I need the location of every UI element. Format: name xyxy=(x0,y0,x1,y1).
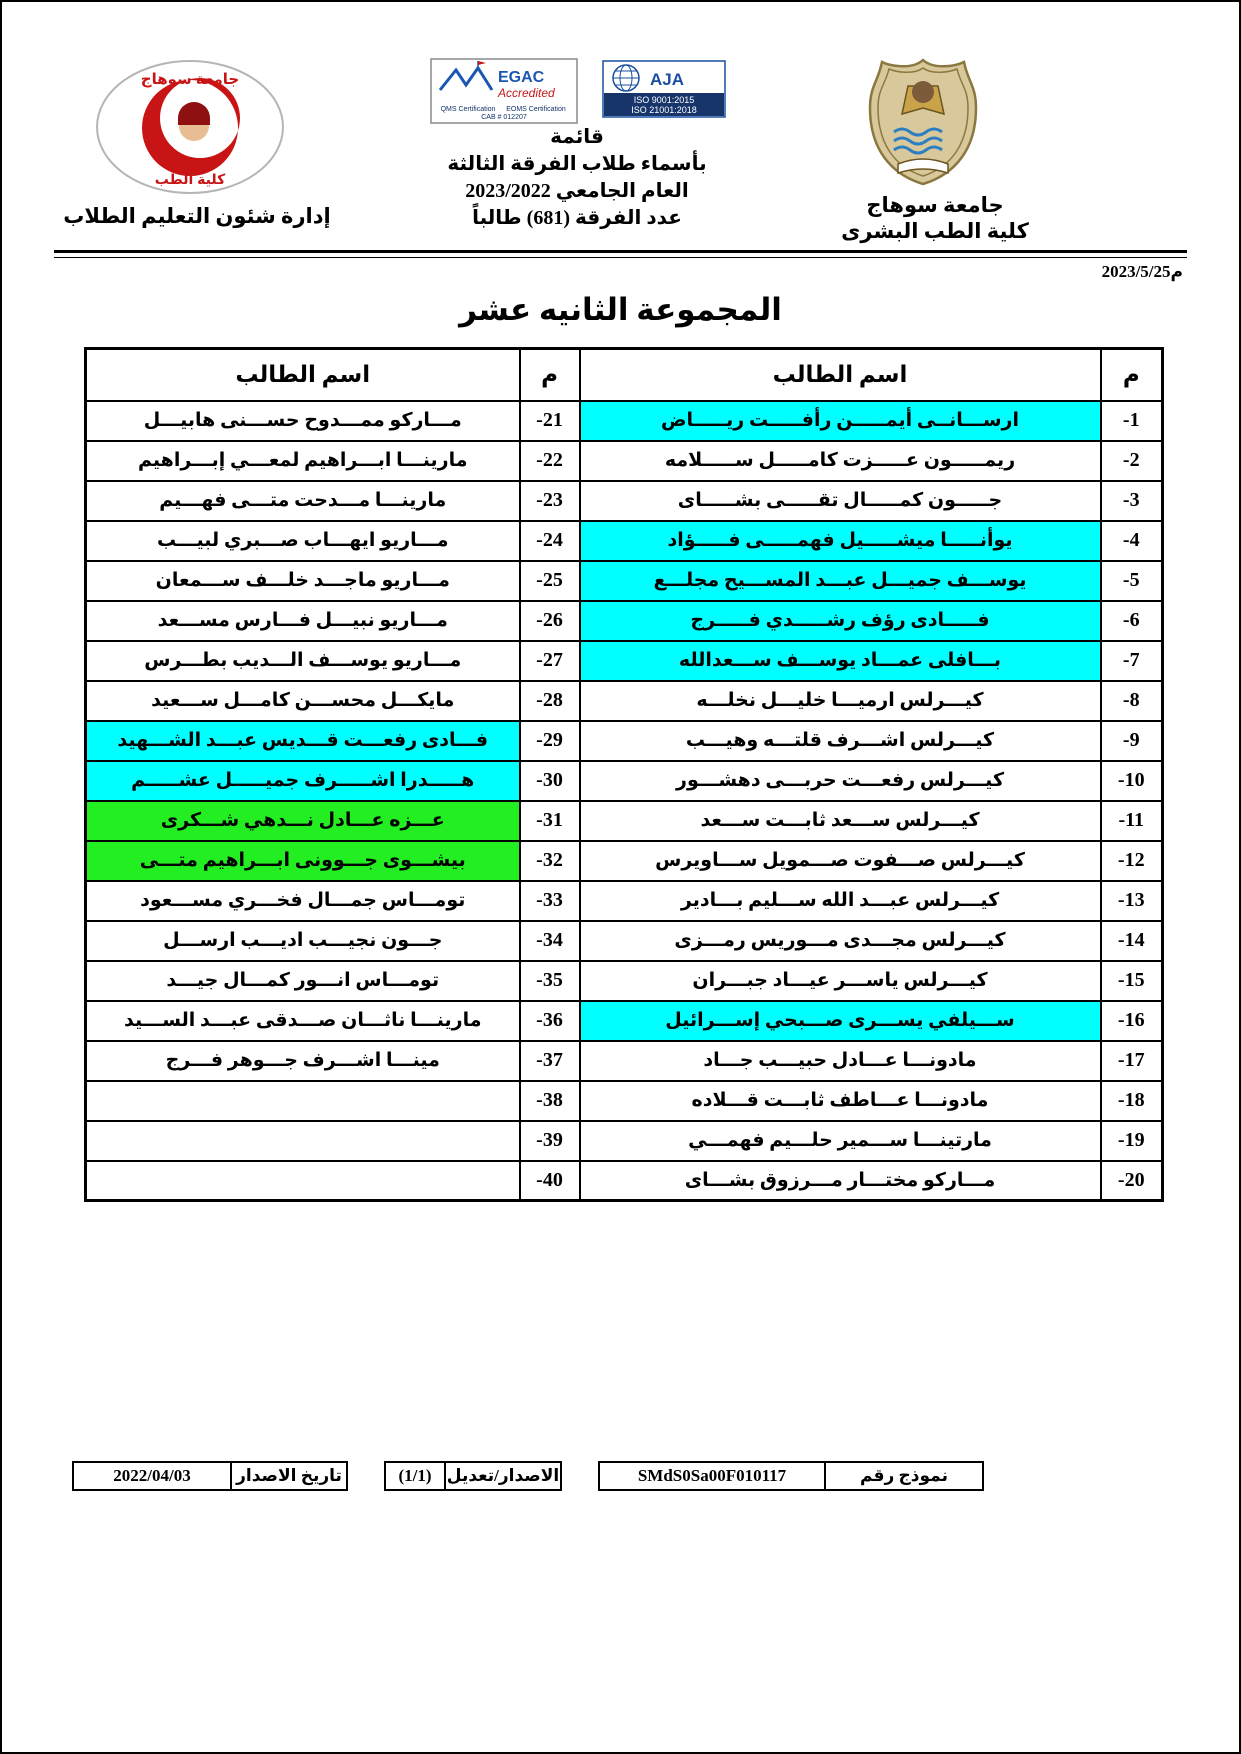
row-number-cell: 36- xyxy=(520,1001,580,1041)
column-header: اسم الطالب xyxy=(580,349,1101,401)
row-number-cell: 37- xyxy=(520,1041,580,1081)
row-number-cell: 14- xyxy=(1101,921,1163,961)
column-header: م xyxy=(1101,349,1163,401)
table-row xyxy=(86,1041,1163,1081)
table-row xyxy=(86,561,1163,601)
row-number-cell: 8- xyxy=(1101,681,1163,721)
table-row xyxy=(86,841,1163,881)
row-number-cell: 21- xyxy=(520,401,580,441)
row-number-cell: 40- xyxy=(520,1161,580,1201)
row-number-cell: 35- xyxy=(520,961,580,1001)
row-number-cell: 10- xyxy=(1101,761,1163,801)
student-name-cell: مارتينـــا ســـمير حلـــيم فهمـــي xyxy=(580,1121,1101,1161)
table-row xyxy=(86,881,1163,921)
faculty-logo-svg xyxy=(94,58,286,196)
table-row xyxy=(86,401,1163,441)
faculty-of-medicine-logo-icon xyxy=(94,58,286,196)
student-name-cell: جـــون نجيـــب اديـــب ارســـل xyxy=(86,921,520,961)
student-name-cell: كيـــرلس عبـــد الله ســـليم بـــادير xyxy=(580,881,1101,921)
row-number-cell: 30- xyxy=(520,761,580,801)
student-name-cell: يوأنـــــا ميشـــــيل فهمـــــى فـــــؤاد xyxy=(580,521,1101,561)
row-number-cell: 29- xyxy=(520,721,580,761)
row-number-cell: 5- xyxy=(1101,561,1163,601)
student-name-cell: مـــاريو ايهـــاب صـــبري لبيـــب xyxy=(86,521,520,561)
table-row xyxy=(86,961,1163,1001)
student-name-cell: جـــــون كمـــــال تقـــــى بشـــــاى xyxy=(580,481,1101,521)
university-caption xyxy=(835,192,1035,244)
student-name-cell: كيـــرلس ياســـر عيـــاد جبـــران xyxy=(580,961,1101,1001)
student-name-cell: تومـــاس انـــور كمـــال جيـــد xyxy=(86,961,520,1001)
student-name-cell: هـــــدرا اشـــــرف جميـــــل عشـــــم xyxy=(86,761,520,801)
row-number-cell: 33- xyxy=(520,881,580,921)
table-row xyxy=(86,441,1163,481)
student-name-cell: عـــزه عـــادل نـــدهي شـــكرى xyxy=(86,801,520,841)
table-row xyxy=(86,801,1163,841)
header-divider-line xyxy=(54,250,1187,253)
footer-cell: الاصدار/تعديل xyxy=(444,1461,562,1491)
student-name-cell: مادونـــا عـــادل حبيـــب جـــاد xyxy=(580,1041,1101,1081)
students-table-body xyxy=(86,401,1163,1201)
row-number-cell: 6- xyxy=(1101,601,1163,641)
student-name-cell xyxy=(86,1081,520,1121)
faculty-logo-top-text: جامعة سوهاج xyxy=(140,71,240,88)
aja-iso-line2: ISO 21001:2018 xyxy=(631,105,697,115)
document-heading xyxy=(397,124,757,232)
row-number-cell: 15- xyxy=(1101,961,1163,1001)
student-name-cell xyxy=(86,1121,520,1161)
footer-cell: تاريخ الاصدار xyxy=(230,1461,348,1491)
row-number-cell: 4- xyxy=(1101,521,1163,561)
student-name-cell: ريمـــــون عـــــزت كامـــــل ســـــلامه xyxy=(580,441,1101,481)
column-header: اسم الطالب xyxy=(86,349,520,401)
egac-cert-line3: CAB # 012207 xyxy=(481,114,527,121)
row-number-cell: 9- xyxy=(1101,721,1163,761)
row-number-cell: 17- xyxy=(1101,1041,1163,1081)
table-row xyxy=(86,1001,1163,1041)
student-name-cell: مـــاريو يوســـف الـــديب بطـــرس xyxy=(86,641,520,681)
student-name-cell: فـــادى رفعـــت قـــديس عبـــد الشـــهيد xyxy=(86,721,520,761)
table-row xyxy=(86,641,1163,681)
heading-line-2: بأسماء طلاب الفرقة الثالثة xyxy=(447,153,707,175)
row-number-cell: 1- xyxy=(1101,401,1163,441)
student-name-cell: مارينـــا مـــدحت متـــى فهـــيم xyxy=(86,481,520,521)
row-number-cell: 26- xyxy=(520,601,580,641)
heading-line-1: قائمة xyxy=(550,126,604,148)
row-number-cell: 3- xyxy=(1101,481,1163,521)
row-number-cell: 20- xyxy=(1101,1161,1163,1201)
student-name-cell: مارينـــا ابـــراهيم لمعـــي إبـــراهيم xyxy=(86,441,520,481)
student-name-cell: مينـــا اشـــرف جـــوهر فـــرج xyxy=(86,1041,520,1081)
row-number-cell: 32- xyxy=(520,841,580,881)
row-number-cell: 34- xyxy=(520,921,580,961)
row-number-cell: 12- xyxy=(1101,841,1163,881)
table-row xyxy=(86,521,1163,561)
row-number-cell: 27- xyxy=(520,641,580,681)
row-number-cell: 19- xyxy=(1101,1121,1163,1161)
row-number-cell: 25- xyxy=(520,561,580,601)
student-name-cell: بيشـــوى جـــوونى ابـــراهيم متـــى xyxy=(86,841,520,881)
college-name: كلية الطب البشرى xyxy=(841,219,1029,243)
student-name-cell: مادونـــا عـــاطف ثابـــت قـــلاده xyxy=(580,1081,1101,1121)
row-number-cell: 7- xyxy=(1101,641,1163,681)
students-table-head-row xyxy=(86,349,1163,401)
aja-name: AJA xyxy=(650,70,685,89)
student-name-cell xyxy=(86,1161,520,1201)
group-title: المجموعة الثانيه عشر xyxy=(459,292,782,327)
student-name-cell: كيـــرلس صـــفوت صـــمويل ســـاويرس xyxy=(580,841,1101,881)
student-name-cell: تومـــاس جمـــال فخـــري مســـعود xyxy=(86,881,520,921)
faculty-logo-bottom-text: كلية الطب xyxy=(154,171,226,187)
header-divider-line-thin xyxy=(54,257,1187,258)
table-row xyxy=(86,481,1163,521)
student-name-cell: بـــافلى عمـــاد يوســـف ســـعدالله xyxy=(580,641,1101,681)
row-number-cell: 39- xyxy=(520,1121,580,1161)
table-row xyxy=(86,761,1163,801)
document-date: 2023/5/25م xyxy=(1101,262,1183,281)
row-number-cell: 11- xyxy=(1101,801,1163,841)
heading-line-3: العام الجامعي 2023/2022 xyxy=(465,180,689,202)
student-name-cell: كيـــرلس ســـعد ثابـــت ســـعد xyxy=(580,801,1101,841)
table-row xyxy=(86,1161,1163,1201)
table-row xyxy=(86,681,1163,721)
footer-cell: (1/1) xyxy=(384,1461,446,1491)
student-name-cell: مـــاركو مختـــار مـــرزوق بشـــاى xyxy=(580,1161,1101,1201)
row-number-cell: 22- xyxy=(520,441,580,481)
egac-name: EGAC xyxy=(498,69,545,86)
footer-cell: نموذج رقم xyxy=(824,1461,984,1491)
student-name-cell: فـــــادى رؤف رشـــــدي فـــــرج xyxy=(580,601,1101,641)
row-number-cell: 2- xyxy=(1101,441,1163,481)
row-number-cell: 24- xyxy=(520,521,580,561)
university-crest-icon xyxy=(864,56,982,190)
student-name-cell: كيـــرلس رفعـــت حربـــى دهشـــور xyxy=(580,761,1101,801)
footer-bar xyxy=(72,1461,984,1491)
column-header: م xyxy=(520,349,580,401)
aja-iso-logo-icon xyxy=(602,60,726,118)
egac-cert-line1: QMS Certification xyxy=(440,106,496,113)
row-number-cell: 16- xyxy=(1101,1001,1163,1041)
student-name-cell: مـــاريو نبيـــل فـــارس مســـعد xyxy=(86,601,520,641)
row-number-cell: 18- xyxy=(1101,1081,1163,1121)
student-name-cell: يوســـف جميـــل عبـــد المســـيح مجلـــع xyxy=(580,561,1101,601)
footer-cell: SMdS0Sa00F010117 xyxy=(598,1461,826,1491)
egac-cert-line2: EOMS Certification xyxy=(506,106,566,113)
table-row xyxy=(86,601,1163,641)
student-name-cell: مايكـــل محســـن كامـــل ســـعيد xyxy=(86,681,520,721)
student-name-cell: كيـــرلس مجـــدى مـــوريس رمـــزى xyxy=(580,921,1101,961)
egac-accreditation-logo-icon xyxy=(430,58,578,124)
student-name-cell: ســـيلفي يســـرى صـــبحي إســـرائيل xyxy=(580,1001,1101,1041)
student-name-cell: مـــاركو ممـــدوح حســـنى هابيـــل xyxy=(86,401,520,441)
row-number-cell: 31- xyxy=(520,801,580,841)
row-number-cell: 13- xyxy=(1101,881,1163,921)
table-row xyxy=(86,1121,1163,1161)
heading-line-4: عدد الفرقة (681) طالباً xyxy=(472,207,682,229)
students-table xyxy=(84,347,1164,1202)
aja-iso-line1: ISO 9001:2015 xyxy=(633,95,695,105)
row-number-cell: 28- xyxy=(520,681,580,721)
table-row xyxy=(86,921,1163,961)
student-name-cell: كيـــرلس اشـــرف قلتـــه وهيـــب xyxy=(580,721,1101,761)
student-name-cell: مـــاريو ماجـــد خلـــف ســـمعان xyxy=(86,561,520,601)
table-row xyxy=(86,721,1163,761)
footer-cell: 2022/04/03 xyxy=(72,1461,232,1491)
university-name: جامعة سوهاج xyxy=(866,193,1004,217)
student-name-cell: مارينـــا ناثـــان صـــدقى عبـــد الســـيد xyxy=(86,1001,520,1041)
row-number-cell: 23- xyxy=(520,481,580,521)
department-caption: إدارة شئون التعليم الطلاب xyxy=(63,204,331,228)
table-row xyxy=(86,1081,1163,1121)
student-name-cell: كيـــرلس ارميـــا خليـــل نخلـــه xyxy=(580,681,1101,721)
student-name-cell: ارســـانــى أيمـــــن رأفـــــت ريـــــاض xyxy=(580,401,1101,441)
row-number-cell: 38- xyxy=(520,1081,580,1121)
egac-accredited-label: Accredited xyxy=(498,86,555,100)
